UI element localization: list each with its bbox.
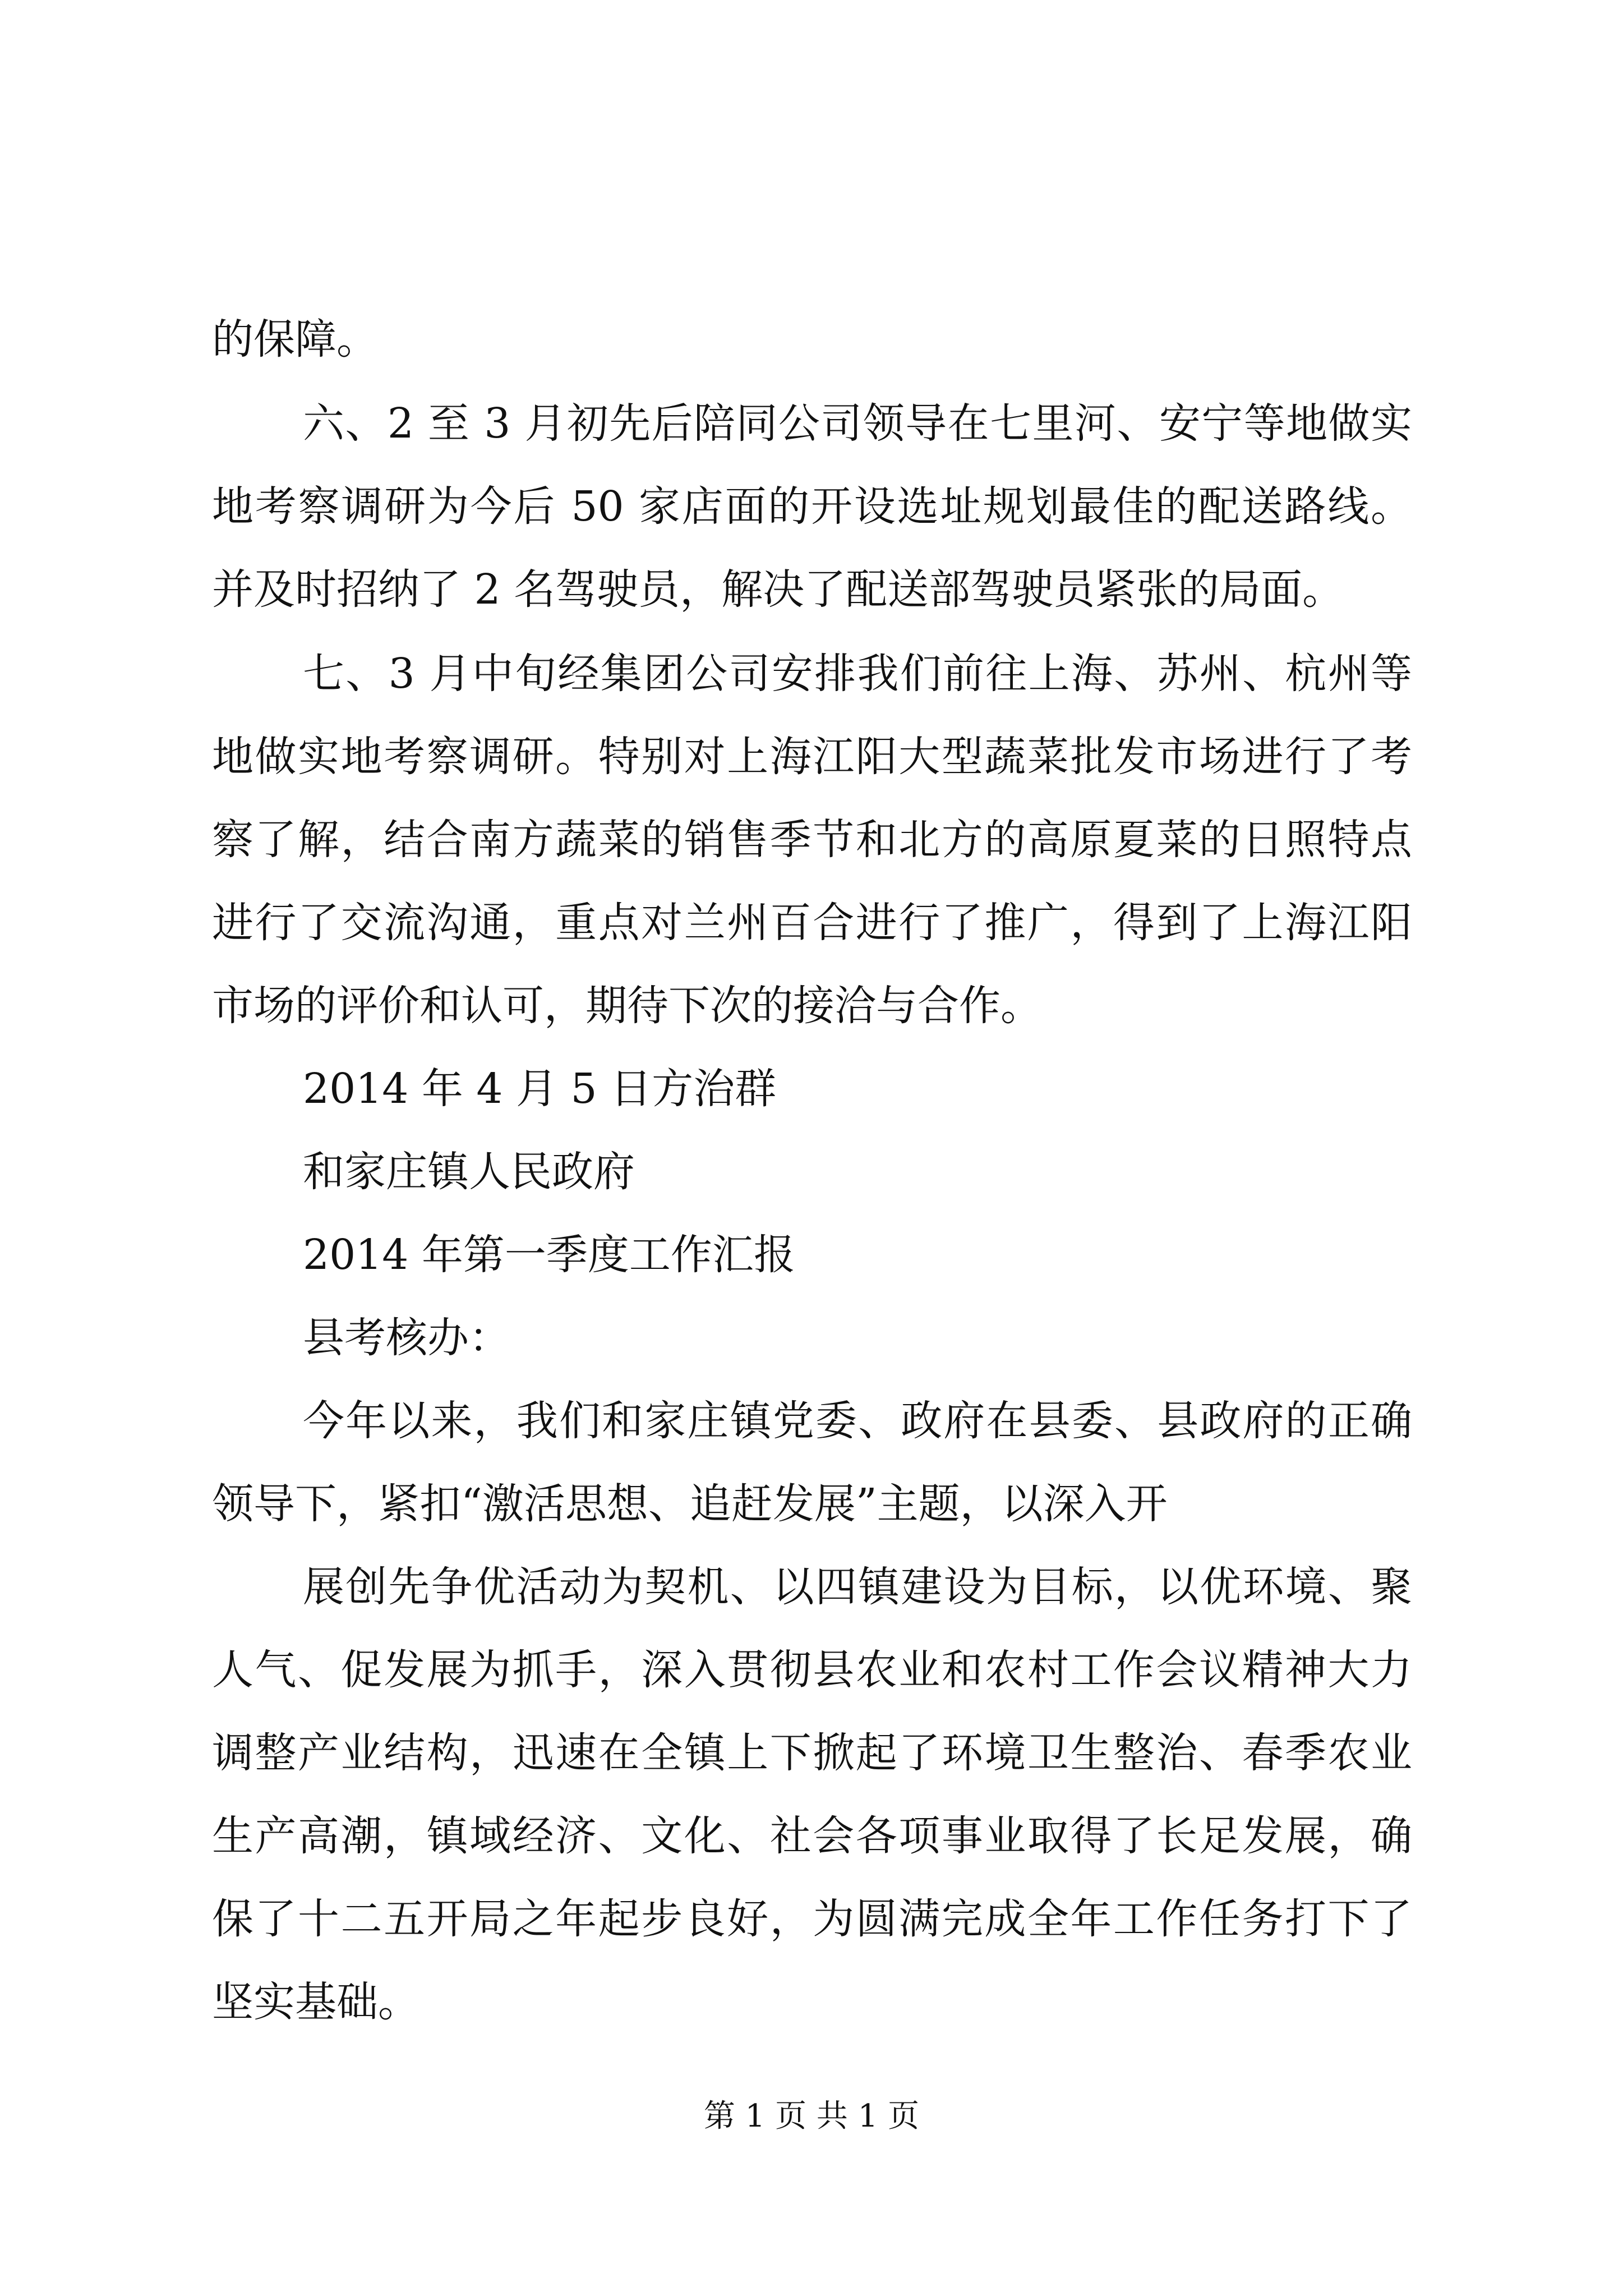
text-line: 坚实基础。 xyxy=(212,1978,419,2026)
report-title-line: 2014 年第一季度工作汇报 xyxy=(303,1231,795,1279)
addressee-line: 县考核办： xyxy=(303,1314,510,1362)
text-line: 察了解，结合南方蔬菜的销售季节和北方的高原夏菜的日照特点 xyxy=(212,816,1412,864)
text-line: 七、3 月中旬经集团公司安排我们前往上海、苏州、杭州等 xyxy=(303,650,1412,698)
text-line: 调整产业结构，迅速在全镇上下掀起了环境卫生整治、春季农业 xyxy=(212,1729,1412,1777)
text-line: 保了十二五开局之年起步良好，为圆满完成全年工作任务打下了 xyxy=(212,1895,1412,1943)
text-line: 生产高潮，镇域经济、文化、社会各项事业取得了长足发展，确 xyxy=(212,1812,1412,1860)
page-number-footer: 第 1 页 共 1 页 xyxy=(703,2098,920,2134)
text-line: 今年以来，我们和家庄镇党委、政府在县委、县政府的正确 xyxy=(303,1397,1412,1445)
text-line: 六、2 至 3 月初先后陪同公司领导在七里河、安宁等地做实 xyxy=(303,399,1412,448)
text-line: 人气、促发展为抓手，深入贯彻县农业和农村工作会议精神大力 xyxy=(212,1646,1412,1694)
text-line: 市场的评价和认可，期待下次的接洽与合作。 xyxy=(212,982,1042,1030)
text-line: 的保障。 xyxy=(212,315,378,364)
text-line: 展创先争优活动为契机、以四镇建设为目标，以优环境、聚 xyxy=(303,1563,1412,1611)
text-line: 进行了交流沟通，重点对兰州百合进行了推广，得到了上海江阳 xyxy=(212,899,1412,947)
text-line: 地做实地考察调研。特别对上海江阳大型蔬菜批发市场进行了考 xyxy=(212,733,1412,781)
text-line: 领导下，紧扣“激活思想、追赶发展”主题，以深入开 xyxy=(212,1480,1168,1528)
text-line: 地考察调研为今后 50 家店面的开设选址规划最佳的配送路线。 xyxy=(212,482,1412,531)
organization-line: 和家庄镇人民政府 xyxy=(303,1148,635,1196)
text-line: 并及时招纳了 2 名驾驶员，解决了配送部驾驶员紧张的局面。 xyxy=(212,565,1344,614)
date-signature-line: 2014 年 4 月 5 日方治群 xyxy=(303,1065,777,1113)
